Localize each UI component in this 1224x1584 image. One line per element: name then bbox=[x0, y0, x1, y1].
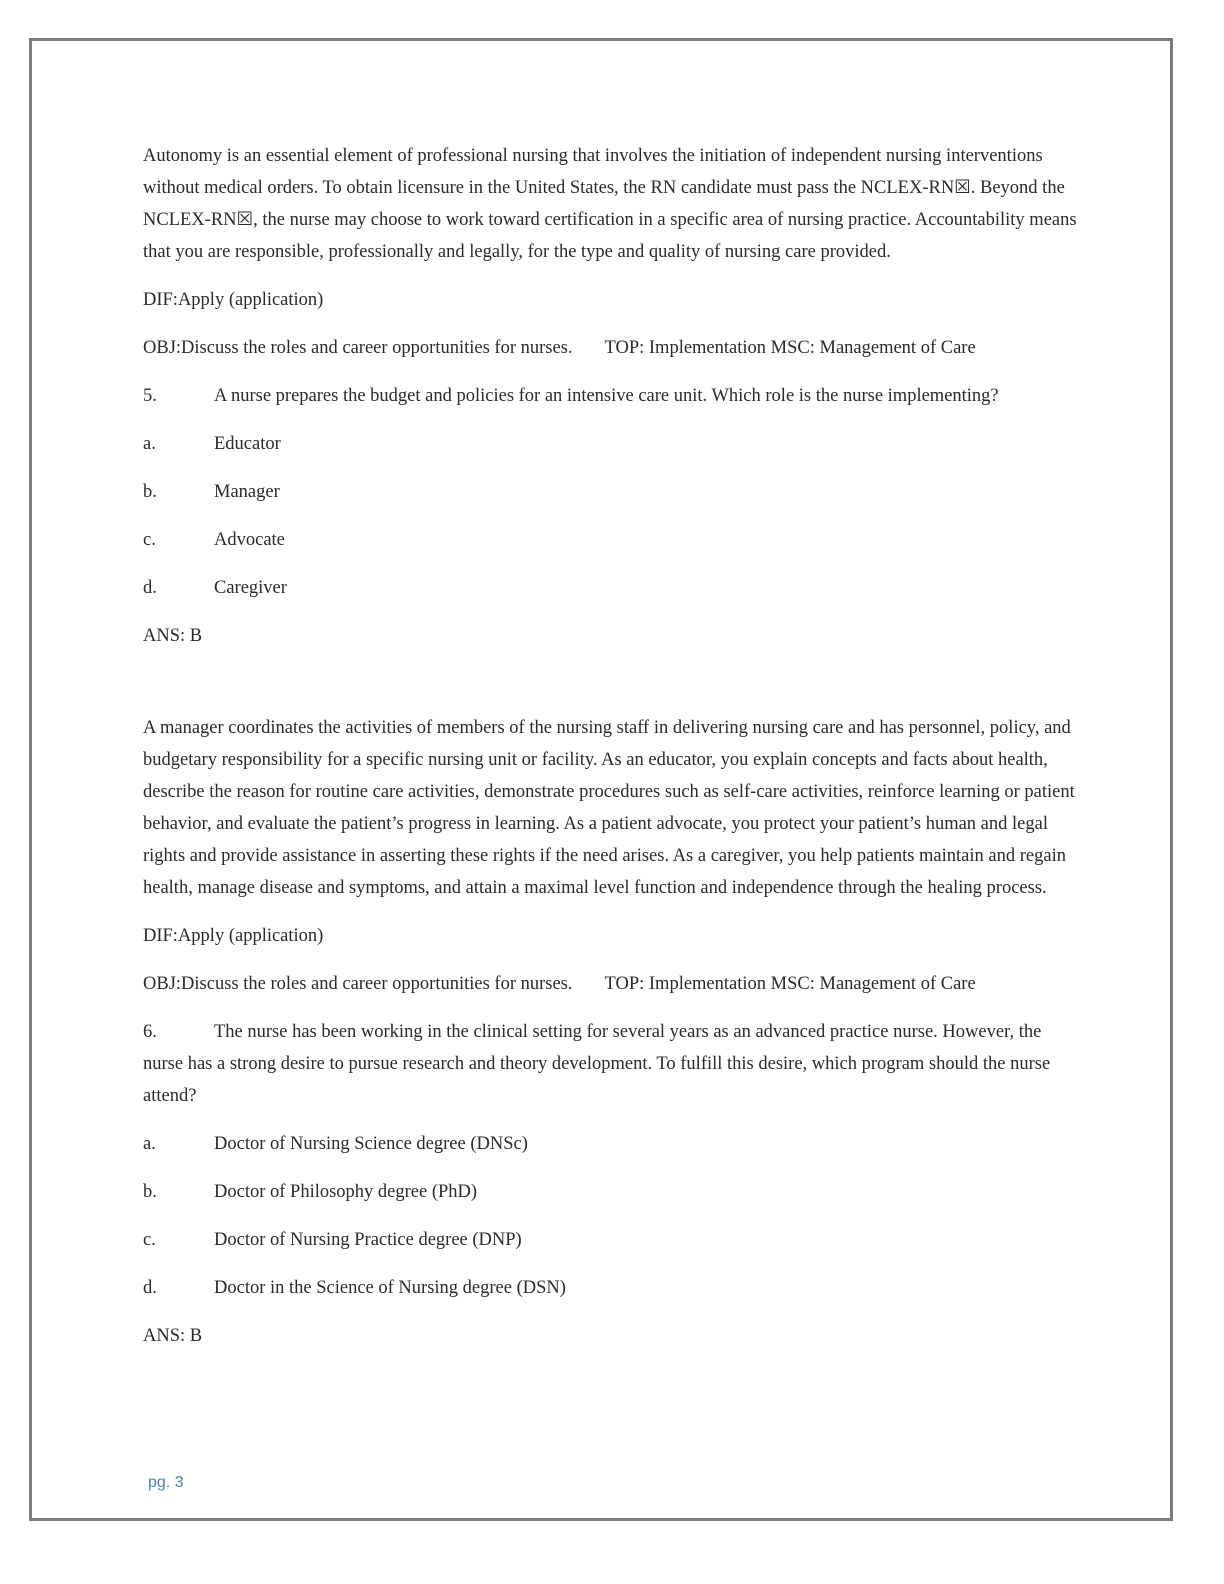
option-c bbox=[143, 524, 1078, 556]
option-text: Doctor of Nursing Practice degree (DNP) bbox=[214, 1230, 522, 1250]
topic-msc-text: TOP: Implementation MSC: Management of Care bbox=[604, 974, 976, 994]
objective-line bbox=[143, 332, 1078, 364]
option-text: Doctor in the Science of Nursing degree (DSN) bbox=[214, 1278, 566, 1298]
question-5 bbox=[143, 380, 1078, 412]
option-text: Doctor of Nursing Science degree (DNSc) bbox=[214, 1134, 528, 1154]
option-letter: b. bbox=[143, 482, 157, 502]
option-text: Manager bbox=[214, 482, 280, 502]
option-letter: c. bbox=[143, 1230, 156, 1250]
topic-msc-text: TOP: Implementation MSC: Management of Care bbox=[604, 338, 976, 358]
option-b bbox=[143, 476, 1078, 508]
difficulty-line: DIF:Apply (application) bbox=[143, 926, 324, 946]
option-letter: a. bbox=[143, 434, 156, 454]
rationale-paragraph: Autonomy is an essential element of professional nursing that involves the initiation of independent nursing interventions without medical orders. To obtain licensure in the United States, the RN candidate must pass the NCLEX-RN☒. Beyond the NCLEX-RN☒, the nurse may choose to work toward certification in a specific area of nursing practice. Accountability means that you are responsible, professionally and legally, for the type and quality of nursing care provided. bbox=[143, 146, 1077, 262]
option-letter: a. bbox=[143, 1134, 156, 1154]
option-b bbox=[143, 1176, 1078, 1208]
question-text: The nurse has been working in the clinical setting for several years as an advanced practice nurse. However, the nurse has a strong desire to pursue research and theory development. To fulfill this desire, which program should the nurse attend? bbox=[143, 1022, 1051, 1106]
question-text: A nurse prepares the budget and policies for an intensive care unit. Which role is the nurse implementing? bbox=[214, 386, 999, 406]
option-letter: c. bbox=[143, 530, 156, 550]
document-body bbox=[143, 140, 1078, 1352]
question-number: 5. bbox=[143, 386, 157, 406]
page-number: pg. 3 bbox=[148, 1474, 184, 1491]
objective-text: OBJ:Discuss the roles and career opportunities for nurses. bbox=[143, 338, 573, 358]
option-d bbox=[143, 1272, 1078, 1304]
option-letter: b. bbox=[143, 1182, 157, 1202]
option-text: Educator bbox=[214, 434, 281, 454]
option-text: Doctor of Philosophy degree (PhD) bbox=[214, 1182, 478, 1202]
option-letter: d. bbox=[143, 1278, 157, 1298]
difficulty-line: DIF:Apply (application) bbox=[143, 290, 324, 310]
option-c bbox=[143, 1224, 1078, 1256]
option-d bbox=[143, 572, 1078, 604]
question-6 bbox=[143, 1016, 1078, 1112]
option-text: Advocate bbox=[214, 530, 285, 550]
option-text: Caregiver bbox=[214, 578, 287, 598]
objective-text: OBJ:Discuss the roles and career opportunities for nurses. bbox=[143, 974, 573, 994]
option-letter: d. bbox=[143, 578, 157, 598]
objective-line bbox=[143, 968, 1078, 1000]
rationale-paragraph: A manager coordinates the activities of members of the nursing staff in delivering nursing care and has personnel, policy, and budgetary responsibility for a specific nursing unit or facility. As an educator, you explain concepts and facts about health, describe the reason for routine care activities, demonstrate procedures such as self-care activities, reinforce learning or patient behavior, and evaluate the patient’s progress in learning. As a patient advocate, you protect your patient’s human and legal rights and provide assistance in asserting these rights if the need arises. As a caregiver, you help patients maintain and regain health, manage disease and symptoms, and attain a maximal level function and independence through the healing process. bbox=[143, 718, 1075, 898]
option-a bbox=[143, 428, 1078, 460]
option-a bbox=[143, 1128, 1078, 1160]
answer-line: ANS: B bbox=[143, 1326, 203, 1346]
question-number: 6. bbox=[143, 1022, 157, 1042]
answer-line: ANS: B bbox=[143, 626, 203, 646]
